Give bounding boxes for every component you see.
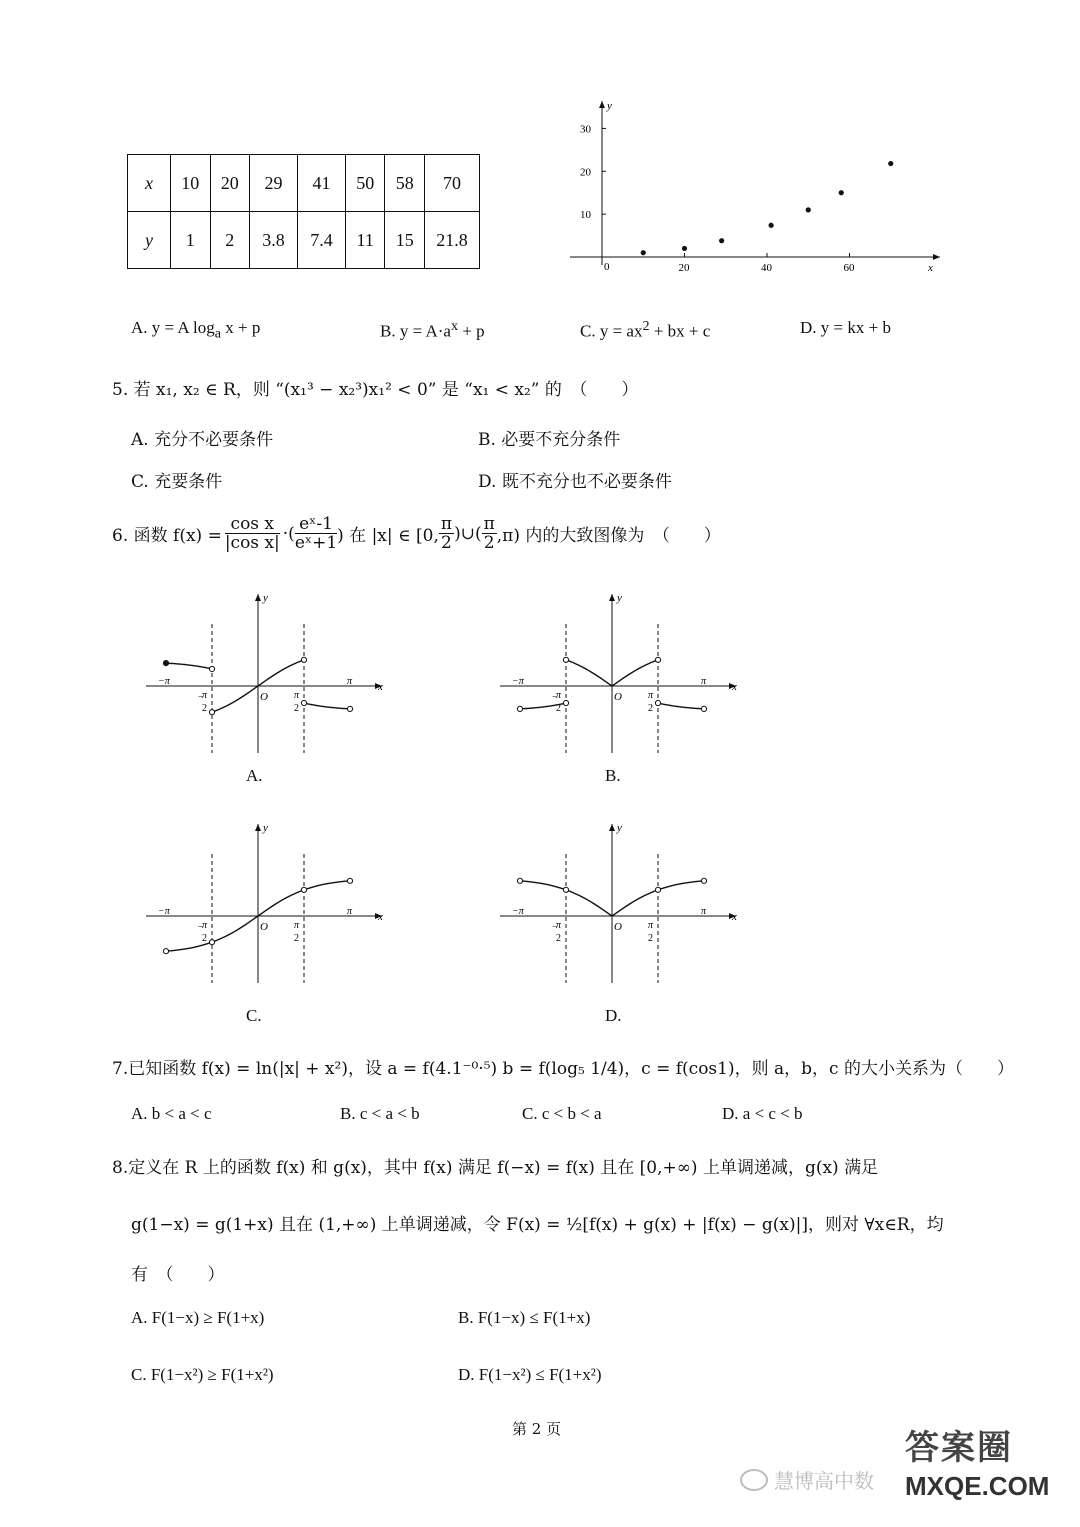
half-pi-num: π <box>294 920 300 931</box>
data-point <box>888 161 893 166</box>
q4-option-d: D. y = kx + b <box>800 318 891 337</box>
y-tick-label: 20 <box>580 166 591 179</box>
graph-a-label: A. <box>246 766 263 785</box>
neg-half-pi-sign: − <box>198 922 204 933</box>
half-pi-den: 2 <box>202 703 207 714</box>
half-pi-num: π <box>202 920 208 931</box>
neg-pi-label: −π <box>158 676 170 687</box>
table-cell: 3.8 <box>250 212 298 269</box>
q8-line-2: g(1−x) = g(1+x) 且在 (1,+∞) 上单调递减，令 F(x) = ½[f(x) + g(x) + |f(x) − g(x)|]，则对 ∀x∈R，均 <box>131 1215 944 1235</box>
open-endpoint <box>701 706 706 711</box>
graph-b-label: B. <box>605 766 621 785</box>
table-cell: 11 <box>345 212 385 269</box>
data-table <box>127 154 480 269</box>
pi-label: π <box>701 676 707 687</box>
y-axis-arrow <box>609 594 615 601</box>
open-endpoint <box>301 887 306 892</box>
q8-option-a: A. F(1−x) ≥ F(1+x) <box>131 1308 265 1327</box>
open-endpoint <box>209 710 214 715</box>
q5-option-a: A. 充分不必要条件 <box>131 430 274 450</box>
open-endpoint <box>301 657 306 662</box>
half-pi-den: 2 <box>648 703 653 714</box>
q8-line-1: 8.定义在 R 上的函数 f(x) 和 g(x)，其中 f(x) 满足 f(−x) = f(x) 且在 [0,+∞) 上单调递减，g(x) 满足 <box>112 1158 879 1178</box>
x-tick-label: 60 <box>843 262 855 274</box>
watermark-logo <box>905 1420 1075 1520</box>
open-endpoint <box>163 949 168 954</box>
neg-half-pi-sign: − <box>198 692 204 703</box>
x-tick-label: 20 <box>678 262 690 274</box>
table-cell: 29 <box>250 155 298 212</box>
data-point <box>806 207 811 212</box>
curve-right <box>304 703 350 709</box>
neg-pi-label: −π <box>512 906 524 917</box>
x-tick-label: 0 <box>604 261 610 273</box>
origin-label: O <box>260 921 268 933</box>
y-axis-arrow <box>599 101 605 108</box>
table-cell: 15 <box>385 212 425 269</box>
half-pi-num: π <box>202 690 208 701</box>
open-endpoint <box>655 887 660 892</box>
q7-option-c: C. c < b < a <box>522 1104 602 1123</box>
x-axis-label: x <box>378 681 383 693</box>
open-endpoint <box>301 700 306 705</box>
q4-option-b: B. $y = A\cdot a^x + p$ <box>380 318 485 341</box>
q5-stem: 5. 若 x₁, x₂ ∈ R，则 “(x₁³ − x₂³)x₁² < 0” 是 “x₁ < x₂” 的 （ ） <box>112 380 639 400</box>
q8-option-d: D. F(1−x²) ≤ F(1+x²) <box>458 1365 602 1384</box>
data-point <box>682 246 687 251</box>
q7-option-b: B. c < a < b <box>340 1104 420 1123</box>
half-pi-num: π <box>556 690 562 701</box>
q8-option-c: C. F(1−x²) ≥ F(1+x²) <box>131 1365 274 1384</box>
pi-label: π <box>347 676 353 687</box>
pi-label: π <box>701 906 707 917</box>
x-axis-label: x <box>732 911 737 923</box>
origin-label: O <box>614 691 622 703</box>
q4-option-a: A. y = A $\log_a x + p$ <box>131 318 261 342</box>
half-pi-num: π <box>648 920 654 931</box>
open-endpoint <box>701 878 706 883</box>
neg-half-pi-sign: − <box>552 922 558 933</box>
table-cell: 7.4 <box>297 212 345 269</box>
half-pi-den: 2 <box>294 933 299 944</box>
table-cell: 20 <box>210 155 250 212</box>
x-axis-label: x <box>732 681 737 693</box>
graph-c <box>140 818 390 988</box>
watermark-logo-top: 答案圈 <box>905 1428 1013 1468</box>
data-point <box>839 190 844 195</box>
half-pi-den: 2 <box>202 933 207 944</box>
table-cell: 2 <box>210 212 250 269</box>
y-axis-label: y <box>607 100 612 112</box>
open-endpoint <box>563 657 568 662</box>
data-point <box>769 223 774 228</box>
table-x-header: x <box>128 155 171 212</box>
half-pi-den: 2 <box>648 933 653 944</box>
half-pi-den: 2 <box>556 933 561 944</box>
table-cell: 41 <box>297 155 345 212</box>
table-cell: 21.8 <box>425 212 480 269</box>
y-axis-label: y <box>263 592 268 604</box>
table-cell: 70 <box>425 155 480 212</box>
graph-a <box>140 588 390 758</box>
open-endpoint <box>347 878 352 883</box>
origin-label: O <box>260 691 268 703</box>
q8-line-3: 有 （ ） <box>131 1265 225 1285</box>
data-point <box>641 250 646 255</box>
open-endpoint <box>517 878 522 883</box>
q8-option-b: B. F(1−x) ≤ F(1+x) <box>458 1308 591 1327</box>
watermark-logo-url: MXQE.COM <box>905 1471 1050 1501</box>
origin-label: O <box>614 921 622 933</box>
endpoint <box>163 661 168 666</box>
open-endpoint <box>655 700 660 705</box>
graph-d-label: D. <box>605 1006 622 1025</box>
page-number: 第 2 页 <box>512 1420 562 1438</box>
y-axis-arrow <box>609 824 615 831</box>
y-axis-label: y <box>617 592 622 604</box>
table-cell: 50 <box>345 155 385 212</box>
q4-option-c: C. $y = ax^2$ + bx + c <box>580 318 711 341</box>
q7-stem: 7.已知函数 f(x) = ln(|x| + x²)，设 a = f(4.1⁻⁰·⁵) b = f(log₅ 1/4)，c = f(cos1)，则 a，b，c 的大小关系为（ ） <box>112 1059 1014 1079</box>
q7-option-a: A. b < a < c <box>131 1104 212 1123</box>
y-tick-label: 10 <box>580 209 591 222</box>
q5-option-c: C. 充要条件 <box>131 472 223 492</box>
q5-option-b: B. 必要不充分条件 <box>478 430 621 450</box>
x-axis-label: x <box>928 262 933 274</box>
y-tick-label: 30 <box>580 123 591 136</box>
half-pi-den: 2 <box>294 703 299 714</box>
y-axis-arrow <box>255 824 261 831</box>
y-axis-label: y <box>263 822 268 834</box>
data-point <box>719 238 724 243</box>
open-endpoint <box>347 706 352 711</box>
neg-half-pi-sign: − <box>552 692 558 703</box>
curve-left <box>166 663 212 669</box>
pi-label: π <box>347 906 353 917</box>
half-pi-den: 2 <box>556 703 561 714</box>
open-endpoint <box>563 887 568 892</box>
graph-c-label: C. <box>246 1006 262 1025</box>
y-axis-label: y <box>617 822 622 834</box>
watermark-text: 慧博高中数 <box>740 1465 874 1494</box>
half-pi-num: π <box>648 690 654 701</box>
x-axis-arrow <box>933 254 940 260</box>
scatter-plot <box>560 95 950 285</box>
half-pi-num: π <box>294 690 300 701</box>
open-endpoint <box>209 940 214 945</box>
graph-d <box>494 818 744 988</box>
graph-b <box>494 588 744 758</box>
x-tick-label: 40 <box>761 262 772 274</box>
half-pi-num: π <box>556 920 562 931</box>
y-axis-arrow <box>255 594 261 601</box>
table-cell: 58 <box>385 155 425 212</box>
q5-option-d: D. 既不充分也不必要条件 <box>478 472 672 492</box>
table-cell: 10 <box>171 155 211 212</box>
open-endpoint <box>517 706 522 711</box>
table-cell: 1 <box>171 212 211 269</box>
q7-option-d: D. a < c < b <box>722 1104 803 1123</box>
wechat-icon <box>740 1469 768 1491</box>
curve-right <box>658 703 704 709</box>
neg-pi-label: −π <box>158 906 170 917</box>
table-y-header: y <box>128 212 171 269</box>
open-endpoint <box>563 700 568 705</box>
open-endpoint <box>655 657 660 662</box>
open-endpoint <box>209 666 214 671</box>
q6-stem: 6. 函数 f(x) = $\frac{\text{cos x}}{\text{|cos x|}}$ ·( $\frac{\text{eˣ-1}}{\text{eˣ+1}}$ ) 在 |x| ∈ [0, $\frac{\pi}{2}$ )∪( $\frac{\pi}{2}$ ,π) 内的大致图像为 （ ） <box>112 514 721 553</box>
x-axis-label: x <box>378 911 383 923</box>
neg-pi-label: −π <box>512 676 524 687</box>
